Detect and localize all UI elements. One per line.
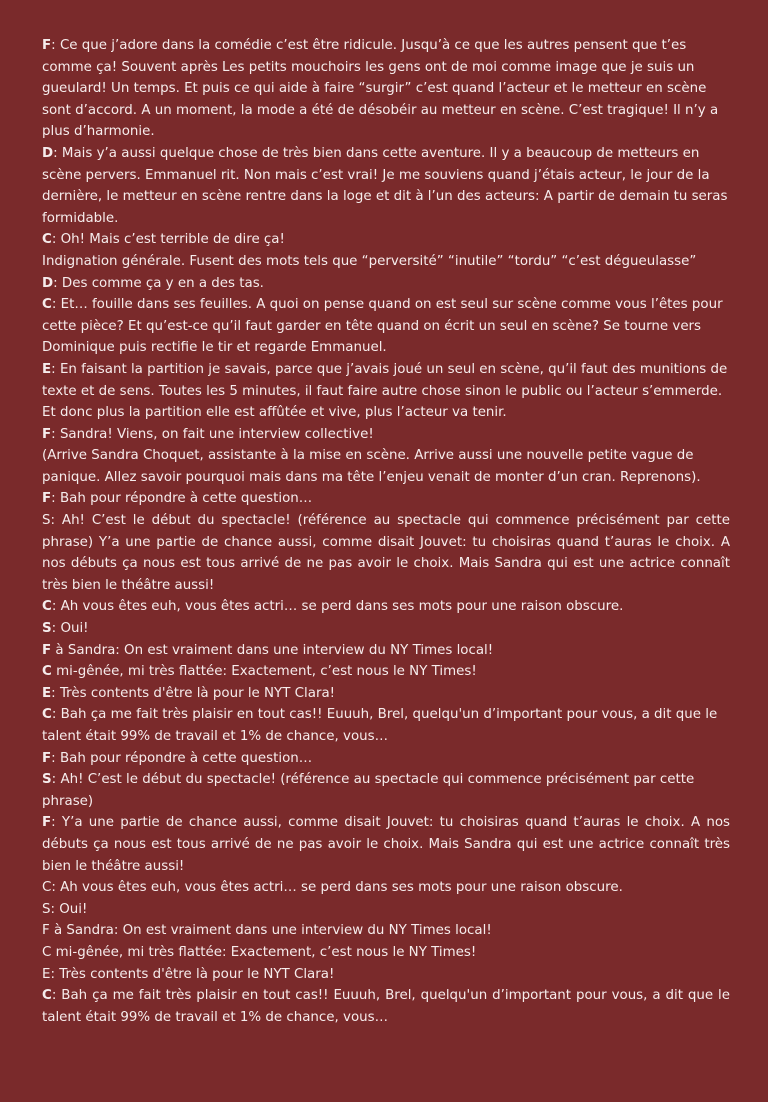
dialogue-paragraph: D: Mais y’a aussi quelque chose de très bien dans cette aventure. Il y a beaucoup de metteurs en scène pervers. Emmanuel rit. Non mais c’est vrai! Je me souviens quand j’étais acteur, le jour de la dernière, le metteur en scène rentre dans la loge et dit à l’un des acteurs: A partir de demain tu seras formidable. [42, 145, 728, 226]
text-line: l’êtes pour cette pièce? Et qu’est-ce qu’il faut garder en tête quand on écrit un seul en [42, 297, 723, 334]
dialogue-paragraph: E: En faisant la partition je savais, parce que j’avais joué un seul en scène, qu’il faut des munitions de texte et de sens. Toutes les 5 minutes, il faut faire autre chose sinon le public ou l’acteur s’emmerde. Et donc plus la partition elle est affûtée et vive, plus l’acteur va tenir. [42, 361, 728, 421]
text-line: choix. A nos débuts ça nous est tous arrivé de ne pas avoir le choix. Mais Sandra qui est une [42, 534, 730, 572]
dialogue-paragraph: S: Oui! [42, 621, 89, 637]
text-line: En faisant la partition je savais, parce que j’avais joué un seul en scène, qu’il faut des [59, 361, 636, 377]
text-line: Bah pour répondre à cette question… [59, 750, 313, 766]
dialogue-paragraph: S: Ah! C’est le début du spectacle! (référence au spectacle qui commence précisément par cette phrase) [42, 772, 695, 809]
speaker-initial: S [42, 772, 52, 788]
text-line: je suis un gueulard! Un temps. Et puis ce qui aide à faire “surgir” c’est quand l’acteur et le [42, 59, 695, 97]
dialogue-paragraph [42, 964, 730, 986]
text-line: C mi-gênée, mi très flattée: Exactement, c’est nous le NY Times! [42, 944, 477, 960]
dialogue-paragraph: C: Et… fouille dans ses feuilles. A quoi on pense quand on est seul sur scène comme vous l’êtes pour cette pièce? Et qu’est-ce qu’il faut garder en tête quand on écrit un seul en scène? Se tourne vers Dominique puis rectifie le tir et regarde Emmanuel. [42, 297, 723, 356]
dialogue-paragraph [42, 640, 730, 662]
dialogue-paragraph: F: Bah pour répondre à cette question… [42, 491, 313, 507]
dialogue-paragraph: F: Bah pour répondre à cette question… [42, 750, 313, 766]
text-line: Bah pour répondre à cette question… [59, 491, 313, 507]
text-line: Sandra! Viens, on fait une interview collective! [59, 426, 374, 442]
dialogue-paragraph [42, 251, 730, 273]
text-line: Et… fouille dans ses feuilles. A quoi on pense quand on est seul sur scène comme vous [60, 297, 647, 313]
text-line: Oh! Mais c’est terrible de dire ça! [60, 232, 285, 248]
speaker-initial: F [42, 815, 52, 831]
speaker-initial: S [42, 621, 52, 637]
text-line: C: Ah vous êtes euh, vous êtes actri… se perd dans ses mots pour une raison obscure. [42, 880, 623, 896]
text-line: S: Oui! [42, 901, 88, 917]
dialogue-paragraph: C: Ah vous êtes euh, vous êtes actri… se perd dans ses mots pour une raison obscure. [42, 599, 624, 615]
text-line: Bah ça me fait très plaisir en tout cas!! Euuuh, Brel, quelqu'un d’important pour vous, a dit [60, 707, 672, 723]
dialogue-paragraph: C: Bah ça me fait très plaisir en tout cas!! Euuuh, Brel, quelqu'un d’important pour vous, a dit que le talent était 99% de travail et 1% de chance, vous… [42, 707, 718, 744]
speaker-initial: C [42, 599, 52, 615]
dialogue-paragraph [42, 877, 730, 899]
text-line: metteur en scène sont d’accord. A un moment, la mode a été de désobéir au metteur en [42, 81, 707, 118]
speaker-initial: E [42, 685, 52, 701]
dialogue-paragraph: C: Bah ça me fait très plaisir en tout cas!! Euuuh, Brel, quelqu'un d’important pour vous, a dit que le talent était 99% de travail et 1% de chance, vous… [42, 988, 730, 1025]
text-line: Ah vous êtes euh, vous êtes actri… se perd dans ses mots pour une raison obscure. [60, 599, 624, 615]
speaker-initial: C [42, 707, 52, 723]
text-line: actrice connaît très bien le théâtre aussi! [42, 556, 730, 593]
text-line: acteurs: A partir de demain tu seras formidable. [42, 189, 728, 226]
text-line: acteur, le jour de la dernière, le metteur en scène rentre dans la loge et dit à l’un des [42, 167, 710, 205]
text-line: Des comme ça y en a des tas. [61, 275, 264, 291]
text-line: ou l’acteur s’emmerde. Et donc plus la partition elle est affûtée et vive, plus l’acteur va tenir. [42, 383, 723, 421]
text-line: vague de panique. Allez savoir pourquoi mais dans ma tête l’enjeu venait de monter d’un [42, 448, 694, 485]
dialogue-paragraph [42, 899, 730, 921]
text-line: cette phrase) [42, 772, 695, 809]
speaker-initial: C [42, 297, 52, 313]
text-line: F à Sandra: On est vraiment dans une interview du NY Times local! [42, 923, 492, 939]
text-line: t’es comme ça! Souvent après Les petits mouchoirs les gens ont de moi comme image que [42, 38, 687, 75]
text-line: Oui! [60, 621, 89, 637]
dialogue-paragraph [42, 661, 730, 683]
text-line: munitions de texte et de sens. Toutes les 5 minutes, il faut faire autre chose sinon le public [42, 361, 728, 399]
speaker-initial: C [42, 664, 52, 680]
text-line: Indignation générale. Fusent des mots tels que “perversité” “inutile” “tordu” “c’est [42, 253, 601, 269]
speaker-initial: D [42, 275, 54, 291]
dialogue-paragraph: F: Sandra! Viens, on fait une interview collective! [42, 426, 374, 442]
text-line: dégueulasse” [604, 253, 697, 269]
dialogue-paragraph: F: Y’a une partie de chance aussi, comme disait Jouvet: tu choisiras quand t’auras le choix. A nos débuts ça nous est tous arrivé de ne pas avoir le choix. Mais Sandra qui est une actrice connaît très bien le théâtre aussi! [42, 815, 730, 874]
text-line: S: Ah! C’est le début du spectacle! (référence au spectacle qui commence précisément par [42, 513, 689, 529]
dialogue-paragraph: D: Des comme ça y en a des tas. [42, 275, 264, 291]
text-line: talent était 99% de travail et 1% de chance, vous… [42, 1009, 388, 1025]
text-line: cran. Reprenons). [581, 469, 701, 485]
text-line: à Sandra: On est vraiment dans une interview du NY Times local! [55, 642, 494, 658]
speaker-initial: D [42, 145, 54, 161]
text-line: E: Très contents d'être là pour le NYT Clara! [42, 966, 335, 982]
text-line: Y’a une partie de chance aussi, comme disait Jouvet: tu choisiras quand t’auras le choix. A nos [61, 815, 730, 831]
dialogue-paragraph [42, 942, 730, 964]
speaker-initial: F [42, 38, 52, 53]
text-line: mi-gênée, mi très flattée: Exactement, c’est nous le NY Times! [56, 664, 477, 680]
dialogue-paragraph: F: Ce que j’adore dans la comédie c’est être ridicule. Jusqu’à ce que les autres pensent que t’es comme ça! Souvent après Les petits mouchoirs les gens ont de moi comme image que je suis un gueulard! Un temps. Et puis ce qui aide à faire “surgir” c’est quand l’acteur et le metteur en scène sont d’accord. A un moment, la mode a été de désobéir au metteur en scène. C’est tragique! Il n’y a plus d’harmonie. [42, 38, 719, 140]
text-line: bien le théâtre aussi! [42, 858, 185, 874]
text-line: Ce que j’adore dans la comédie c’est être ridicule. Jusqu’à ce que les autres pensent que [59, 38, 658, 53]
text-line: débuts ça nous est tous arrivé de ne pas avoir le choix. Mais Sandra qui est une actrice connaît très [42, 836, 730, 852]
text-line: Très contents d'être là pour le NYT Clara! [59, 685, 336, 701]
text-line: scène? Se tourne vers Dominique puis rectifie le tir et regarde Emmanuel. [42, 318, 702, 356]
speaker-initial: F [42, 750, 52, 766]
dialogue-paragraph [42, 445, 730, 488]
dialogue-paragraph [42, 510, 730, 596]
text-line: Ah! C’est le début du spectacle! (référence au spectacle qui commence précisément par [60, 772, 656, 788]
text-line: (Arrive Sandra Choquet, assistante à la mise en scène. Arrive aussi une nouvelle petite [42, 448, 627, 464]
text-line: Bah ça me fait très plaisir en tout cas!! Euuuh, Brel, quelqu'un d’important pour vous, a dit que le [61, 988, 730, 1004]
speaker-initial: F [42, 642, 52, 658]
dialogue-paragraph [42, 920, 730, 942]
text-line: que le talent était 99% de travail et 1% de chance, vous… [42, 707, 718, 744]
dialogue-paragraph: C: Oh! Mais c’est terrible de dire ça! [42, 232, 285, 248]
dialogue-paragraph: E: Très contents d'être là pour le NYT Clara! [42, 685, 336, 701]
speaker-initial: C [42, 232, 52, 248]
speaker-initial: E [42, 361, 52, 377]
speaker-initial: F [42, 491, 52, 507]
text-line: metteurs en scène pervers. Emmanuel rit. Non mais c’est vrai! Je me souviens quand j’étais [42, 145, 700, 183]
text-line: Mais y’a aussi quelque chose de très bien dans cette aventure. Il y a beaucoup de [61, 145, 614, 161]
speaker-initial: C [42, 988, 52, 1004]
text-line: scène. C’est tragique! Il n’y a plus d’harmonie. [42, 102, 719, 140]
text-line: cette phrase) Y’a une partie de chance aussi, comme disait Jouvet: tu choisiras quand t’auras le [42, 513, 730, 550]
speaker-initial: F [42, 426, 52, 442]
